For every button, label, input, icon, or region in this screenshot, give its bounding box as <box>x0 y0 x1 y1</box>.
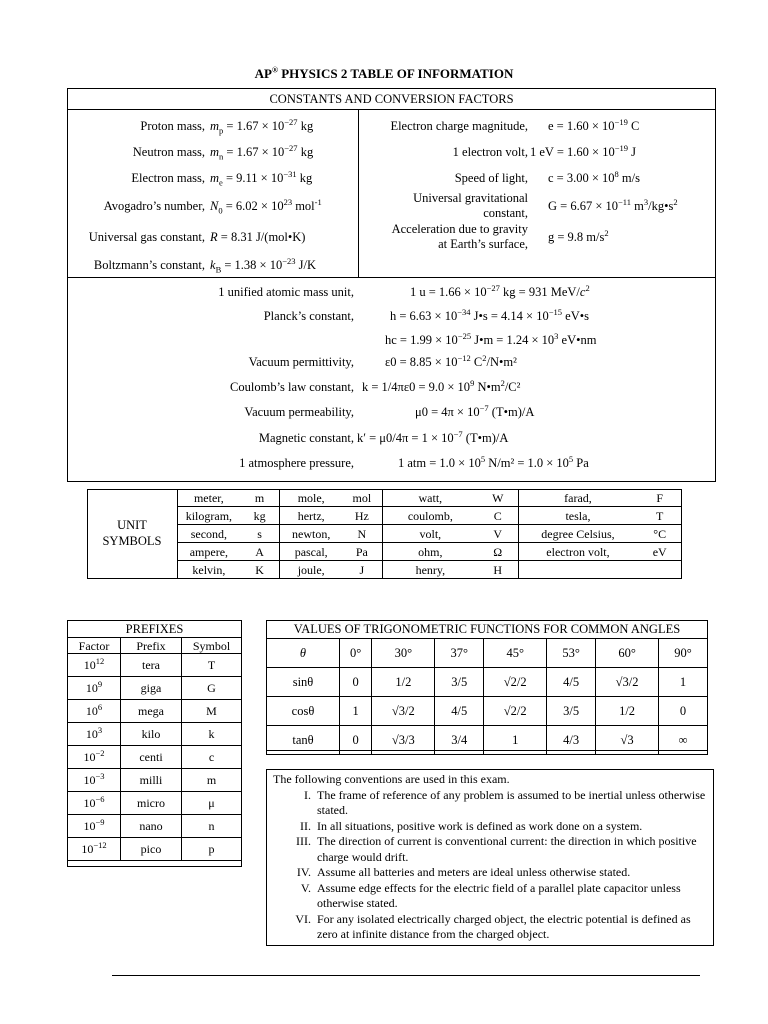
prefix-factor <box>68 838 121 861</box>
prefix-row <box>68 677 242 700</box>
text: 8 <box>614 168 619 179</box>
divider <box>358 109 359 277</box>
text: C <box>627 119 640 133</box>
unit-cell: m <box>254 490 265 505</box>
trig-theta: θ <box>267 639 340 668</box>
text: 2 <box>604 227 609 238</box>
text: 10 <box>81 842 94 856</box>
text: 10 <box>85 681 98 695</box>
text: /N•m² <box>486 355 517 369</box>
text: μ0 = 4π × 10 <box>415 405 480 419</box>
constant-value <box>548 227 609 245</box>
text: 1 u = 1.66 × 10 <box>410 285 487 299</box>
unit-row <box>178 525 683 543</box>
convention-number: I. <box>304 787 311 802</box>
constant-value <box>210 142 314 162</box>
text: J•m = 1.24 × 10 <box>471 333 555 347</box>
text: −27 <box>486 282 500 293</box>
text: = 6.02 × 10 <box>222 199 284 213</box>
convention-text: For any isolated electrically charged object, the electric potential is defined as zero at infinite distance from the charged object. <box>317 911 691 941</box>
prefix-name: micro <box>121 792 182 815</box>
text: J <box>628 145 636 159</box>
text: 5 <box>568 453 574 464</box>
prefix-row <box>68 838 242 861</box>
trig-fn: tanθ <box>267 726 340 755</box>
constant-value <box>210 230 305 245</box>
text: 2 <box>500 377 505 388</box>
prefix-factor <box>68 815 121 838</box>
text: 1 atm = 1.0 × 10 <box>398 456 481 470</box>
text: −7 <box>479 402 489 413</box>
constant-value <box>357 428 509 446</box>
trig-value: 1 <box>659 668 708 697</box>
page-title: AP® PHYSICS 2 TABLE OF INFORMATION <box>254 65 514 81</box>
convention-number: V. <box>300 880 311 895</box>
unit-cell: Ω <box>478 543 518 561</box>
text: J•s = 4.14 × 10 <box>470 309 549 323</box>
prefix-factor <box>68 769 121 792</box>
constant-value <box>415 402 535 420</box>
unit-cell: pascal, <box>280 543 342 561</box>
trig-value: 0 <box>659 697 708 726</box>
text: 9 <box>97 679 103 689</box>
text: = 9.11 × 10 <box>222 171 284 185</box>
unit-cell: W <box>492 490 504 505</box>
constant-label: Magnetic constant, <box>258 431 354 445</box>
unit-row <box>178 507 683 525</box>
unit-cell: watt, <box>382 489 478 507</box>
constant-label <box>360 222 528 252</box>
unit-cell: kilogram, <box>178 507 240 525</box>
trig-row <box>267 697 708 726</box>
text: Pa <box>573 456 589 470</box>
unit-cell: mol <box>352 490 372 505</box>
text: −19 <box>614 142 628 153</box>
text: −3 <box>95 771 105 781</box>
constant-value <box>362 377 521 395</box>
text: c <box>579 285 586 299</box>
prefix-name: pico <box>121 838 182 861</box>
text: −9 <box>95 817 105 827</box>
unit-cell: farad, <box>518 489 637 507</box>
text: e = 1.60 × 10 <box>548 119 615 133</box>
text: = 1.67 × 10 <box>223 145 285 159</box>
convention-text: In all situations, positive work is defined as work done on a system. <box>317 818 643 833</box>
prefix-symbol: c <box>182 746 242 769</box>
text: (T•m)/A <box>462 431 509 445</box>
constant-value <box>398 453 589 471</box>
prefix-header: Factor <box>68 638 121 654</box>
convention-text: Assume edge effects for the electric field of a parallel plate capacitor unless otherwise stated. <box>317 880 681 910</box>
text: 3 <box>643 196 649 207</box>
convention-text: The frame of reference of any problem is assumed to be inertial unless otherwise stated. <box>317 787 706 817</box>
unit-cell: V <box>478 525 518 543</box>
text: J/K <box>295 258 317 272</box>
text: k′ = μ0/4π = 1 × 10 <box>357 431 454 445</box>
unit-cell: Pa <box>342 543 382 561</box>
unit-label-line1: UNIT <box>117 518 147 532</box>
text: 10 <box>83 750 96 764</box>
constant-label: Speed of light, <box>454 171 528 185</box>
constant-label: 1 atmosphere pressure, <box>239 456 354 470</box>
unit-cell: J <box>342 561 382 579</box>
prefix-row <box>68 700 242 723</box>
text: eV•s <box>562 309 589 323</box>
text: 2 <box>585 282 590 293</box>
trig-fn: sinθ <box>267 668 340 697</box>
text: R <box>210 230 218 244</box>
text: m <box>210 171 220 185</box>
prefix-header-row <box>68 638 242 654</box>
trig-value: 4/5 <box>435 697 484 726</box>
trig-value: 0 <box>340 726 372 755</box>
text: 2 <box>482 352 487 363</box>
prefix-symbol: M <box>182 700 242 723</box>
trig-value: √3/2 <box>596 668 659 697</box>
constant-value <box>385 330 597 348</box>
constant-value <box>385 352 517 370</box>
text: −25 <box>457 330 472 341</box>
convention-item <box>273 881 707 912</box>
text: c = 3.00 × 10 <box>548 171 615 185</box>
constant-label: Electron mass, <box>131 171 205 185</box>
unit-cell: A <box>240 543 280 561</box>
unit-cell: eV <box>637 543 682 561</box>
text: −19 <box>614 116 628 127</box>
constant-label: Vacuum permeability, <box>244 405 354 419</box>
trig-value: 3/5 <box>435 668 484 697</box>
constant-label: 1 unified atomic mass unit, <box>218 285 354 299</box>
text: 10 <box>83 819 96 833</box>
prefix-header: Prefix <box>121 638 182 654</box>
text: /kg•s <box>648 199 674 213</box>
text: 10 <box>85 727 98 741</box>
text: kg <box>296 171 313 185</box>
text: = 8.31 J/(mol•K) <box>217 230 306 244</box>
text: m <box>210 145 220 159</box>
text: 10 <box>83 658 96 672</box>
prefix-row <box>68 654 242 677</box>
prefix-symbol: p <box>182 838 242 861</box>
text: h = 6.63 × 10 <box>390 309 458 323</box>
prefix-factor <box>68 700 121 723</box>
text: −27 <box>284 116 298 127</box>
trig-header-row <box>267 639 708 668</box>
prefix-factor <box>68 792 121 815</box>
text: −11 <box>618 196 631 207</box>
trig-title: VALUES OF TRIGONOMETRIC FUNCTIONS FOR COMMON ANGLES <box>293 622 681 636</box>
unit-cell: kg <box>240 507 280 525</box>
text: 6 <box>97 702 103 712</box>
unit-cell: volt, <box>382 525 478 543</box>
prefix-factor <box>68 654 121 677</box>
constant-value <box>548 196 678 214</box>
text: 1 eV = 1.60 × 10 <box>530 145 615 159</box>
prefix-symbol: G <box>182 677 242 700</box>
unit-row <box>178 543 683 561</box>
unit-symbols-label <box>87 517 177 549</box>
unit-cell: coulomb, <box>382 507 478 525</box>
text: kg = 931 MeV/ <box>499 285 580 299</box>
trig-value: 1 <box>340 697 372 726</box>
unit-cell: henry, <box>382 561 478 579</box>
constant-value <box>548 116 640 134</box>
constant-label: Electron charge magnitude, <box>390 119 528 133</box>
trig-value: 4/3 <box>547 726 596 755</box>
trig-table <box>266 638 708 755</box>
trig-value: 3/4 <box>435 726 484 755</box>
prefix-symbol: k <box>182 723 242 746</box>
unit-cell: H <box>478 561 518 579</box>
conventions-box <box>266 769 714 946</box>
text: k <box>210 258 216 272</box>
prefix-row <box>68 723 242 746</box>
prefix-row <box>68 746 242 769</box>
unit-cell: C <box>478 507 518 525</box>
text: 3 <box>554 330 559 341</box>
text: N/m² = 1.0 × 10 <box>485 456 569 470</box>
trig-angle: 90° <box>659 639 708 668</box>
text: −23 <box>282 255 296 266</box>
prefixes-title: PREFIXES <box>125 622 184 636</box>
constant-value <box>410 282 590 300</box>
constant-value <box>210 116 314 136</box>
text: = 1.67 × 10 <box>223 119 285 133</box>
constant-label: Vacuum permittivity, <box>248 355 354 369</box>
trig-value: 1/2 <box>372 668 435 697</box>
text: 23 <box>283 196 293 207</box>
text: (T•m)/A <box>488 405 535 419</box>
prefix-row <box>68 792 242 815</box>
trig-value: √3/2 <box>372 697 435 726</box>
text: −27 <box>284 142 298 153</box>
text: −34 <box>457 306 471 317</box>
text: = 1.38 × 10 <box>221 258 283 272</box>
prefix-name: giga <box>121 677 182 700</box>
trig-value: √3 <box>596 726 659 755</box>
divider <box>67 277 716 278</box>
trig-value: 3/5 <box>547 697 596 726</box>
unit-cell <box>637 561 682 579</box>
trig-value: 1/2 <box>596 697 659 726</box>
trig-angle: 45° <box>484 639 547 668</box>
trig-fn: cosθ <box>267 697 340 726</box>
text: 0 <box>218 205 223 216</box>
convention-item <box>273 834 707 865</box>
constant-value <box>210 168 313 188</box>
convention-item <box>273 912 707 943</box>
trig-angle: 37° <box>435 639 484 668</box>
prefix-symbol: μ <box>182 792 242 815</box>
prefix-factor <box>68 746 121 769</box>
constant-label: Avogadro’s number, <box>103 199 205 213</box>
constant-label: Boltzmann’s constant, <box>93 258 205 272</box>
conventions-intro: The following conventions are used in this exam. <box>273 772 510 786</box>
text: hc = 1.99 × 10 <box>385 333 458 347</box>
convention-number: II. <box>300 818 311 833</box>
prefix-name: mega <box>121 700 182 723</box>
unit-cell: joule, <box>280 561 342 579</box>
convention-number: VI. <box>295 911 311 926</box>
text: 10 <box>83 796 96 810</box>
text: kg <box>297 119 314 133</box>
unit-symbols-table <box>177 489 682 578</box>
conventions-list <box>273 788 707 943</box>
text: −6 <box>95 794 105 804</box>
text: 5 <box>480 453 486 464</box>
text: Universal gravitational <box>413 191 528 205</box>
constant-value <box>210 255 317 275</box>
constant-label: Neutron mass, <box>132 145 205 159</box>
unit-cell: degree Celsius, <box>518 525 637 543</box>
text: p <box>219 125 224 136</box>
prefix-factor <box>68 677 121 700</box>
text: mol <box>292 199 315 213</box>
constant-value <box>530 142 636 160</box>
unit-cell: mole, <box>280 489 342 507</box>
trig-value: ∞ <box>659 726 708 755</box>
text: 2 <box>673 196 678 207</box>
unit-cell: T <box>637 507 682 525</box>
text: /C² <box>504 380 521 394</box>
text: Acceleration due to gravity <box>391 222 528 236</box>
convention-text: The direction of current is conventional current: the direction in which positive charge would drift. <box>317 834 697 864</box>
text: 10 <box>85 704 98 718</box>
text: B <box>215 264 222 275</box>
constant-value <box>210 196 322 216</box>
text: −15 <box>548 306 563 317</box>
text: n <box>219 151 224 162</box>
text: constant, <box>483 206 528 220</box>
trig-value: 1 <box>484 726 547 755</box>
text: kg <box>297 145 314 159</box>
trig-value: 4/5 <box>547 668 596 697</box>
trig-value: 0 <box>340 668 372 697</box>
prefix-row <box>68 769 242 792</box>
text: N <box>210 199 219 213</box>
prefix-name: tera <box>121 654 182 677</box>
text: k = 1/4πε0 = 9.0 × 10 <box>362 380 471 394</box>
unit-cell <box>518 561 637 579</box>
constant-label: 1 electron volt, <box>452 145 528 159</box>
constants-header: CONSTANTS AND CONVERSION FACTORS <box>269 92 514 106</box>
unit-row <box>178 489 683 507</box>
prefixes-table <box>67 637 242 861</box>
convention-text: Assume all batteries and meters are ideal unless otherwise stated. <box>317 865 631 879</box>
text: 9 <box>470 377 475 388</box>
unit-cell: F <box>656 490 664 505</box>
unit-cell: kelvin, <box>178 561 240 579</box>
text: 3 <box>97 725 103 735</box>
prefix-header: Symbol <box>182 638 242 654</box>
constant-value <box>548 168 640 186</box>
text: eV•nm <box>558 333 597 347</box>
text: at Earth’s surface, <box>438 237 528 251</box>
trig-angle: 30° <box>372 639 435 668</box>
convention-item <box>273 865 707 881</box>
trig-angle: 0° <box>340 639 372 668</box>
unit-cell: second, <box>178 525 240 543</box>
text: −12 <box>457 352 471 363</box>
text: m/s <box>618 171 640 185</box>
text: −7 <box>453 428 463 439</box>
prefix-symbol: m <box>182 769 242 792</box>
text: N•m <box>474 380 501 394</box>
prefix-name: centi <box>121 746 182 769</box>
prefix-symbol: T <box>182 654 242 677</box>
constant-value <box>390 306 589 324</box>
unit-cell: N <box>342 525 382 543</box>
trig-value: √2/2 <box>484 668 547 697</box>
trig-value: √2/2 <box>484 697 547 726</box>
text: C <box>470 355 483 369</box>
unit-cell: electron volt, <box>518 543 637 561</box>
unit-cell: tesla, <box>518 507 637 525</box>
text: m <box>210 119 220 133</box>
prefix-name: milli <box>121 769 182 792</box>
divider <box>67 109 716 110</box>
constant-label: Universal gas constant, <box>88 230 205 244</box>
prefix-factor <box>68 723 121 746</box>
unit-cell: Hz <box>342 507 382 525</box>
unit-cell: meter, <box>178 489 240 507</box>
constant-label: Coulomb’s law constant, <box>230 380 354 394</box>
text: m <box>631 199 644 213</box>
text: ε0 = 8.85 × 10 <box>385 355 458 369</box>
text: 10 <box>83 773 96 787</box>
convention-number: III. <box>296 834 311 848</box>
text: −2 <box>95 748 105 758</box>
unit-label-line2: SYMBOLS <box>102 534 162 548</box>
unit-cell: ohm, <box>382 543 478 561</box>
constant-label: Proton mass, <box>140 119 205 133</box>
trig-row <box>267 726 708 755</box>
trig-row <box>267 668 708 697</box>
prefix-name: kilo <box>121 723 182 746</box>
prefix-symbol: n <box>182 815 242 838</box>
unit-cell: s <box>240 525 280 543</box>
trig-angle: 60° <box>596 639 659 668</box>
convention-number: IV. <box>296 865 311 879</box>
constant-label <box>360 191 528 221</box>
convention-item <box>273 819 707 835</box>
text: e <box>219 177 223 188</box>
trig-value: √3/3 <box>372 726 435 755</box>
unit-cell: K <box>240 561 280 579</box>
text: g = 9.8 m/s <box>548 230 605 244</box>
constant-label: Planck’s constant, <box>263 309 354 323</box>
unit-cell: hertz, <box>280 507 342 525</box>
unit-cell: ampere, <box>178 543 240 561</box>
text: −31 <box>283 168 297 179</box>
unit-cell: newton, <box>280 525 342 543</box>
prefix-row <box>68 815 242 838</box>
text: −12 <box>93 840 107 850</box>
unit-row <box>178 561 683 579</box>
trig-angle: 53° <box>547 639 596 668</box>
unit-cell: °C <box>637 525 682 543</box>
footer-rule <box>112 975 700 976</box>
text: -1 <box>314 196 322 207</box>
convention-item <box>273 788 707 819</box>
text: 12 <box>95 656 105 666</box>
text: G = 6.67 × 10 <box>548 199 619 213</box>
prefix-name: nano <box>121 815 182 838</box>
